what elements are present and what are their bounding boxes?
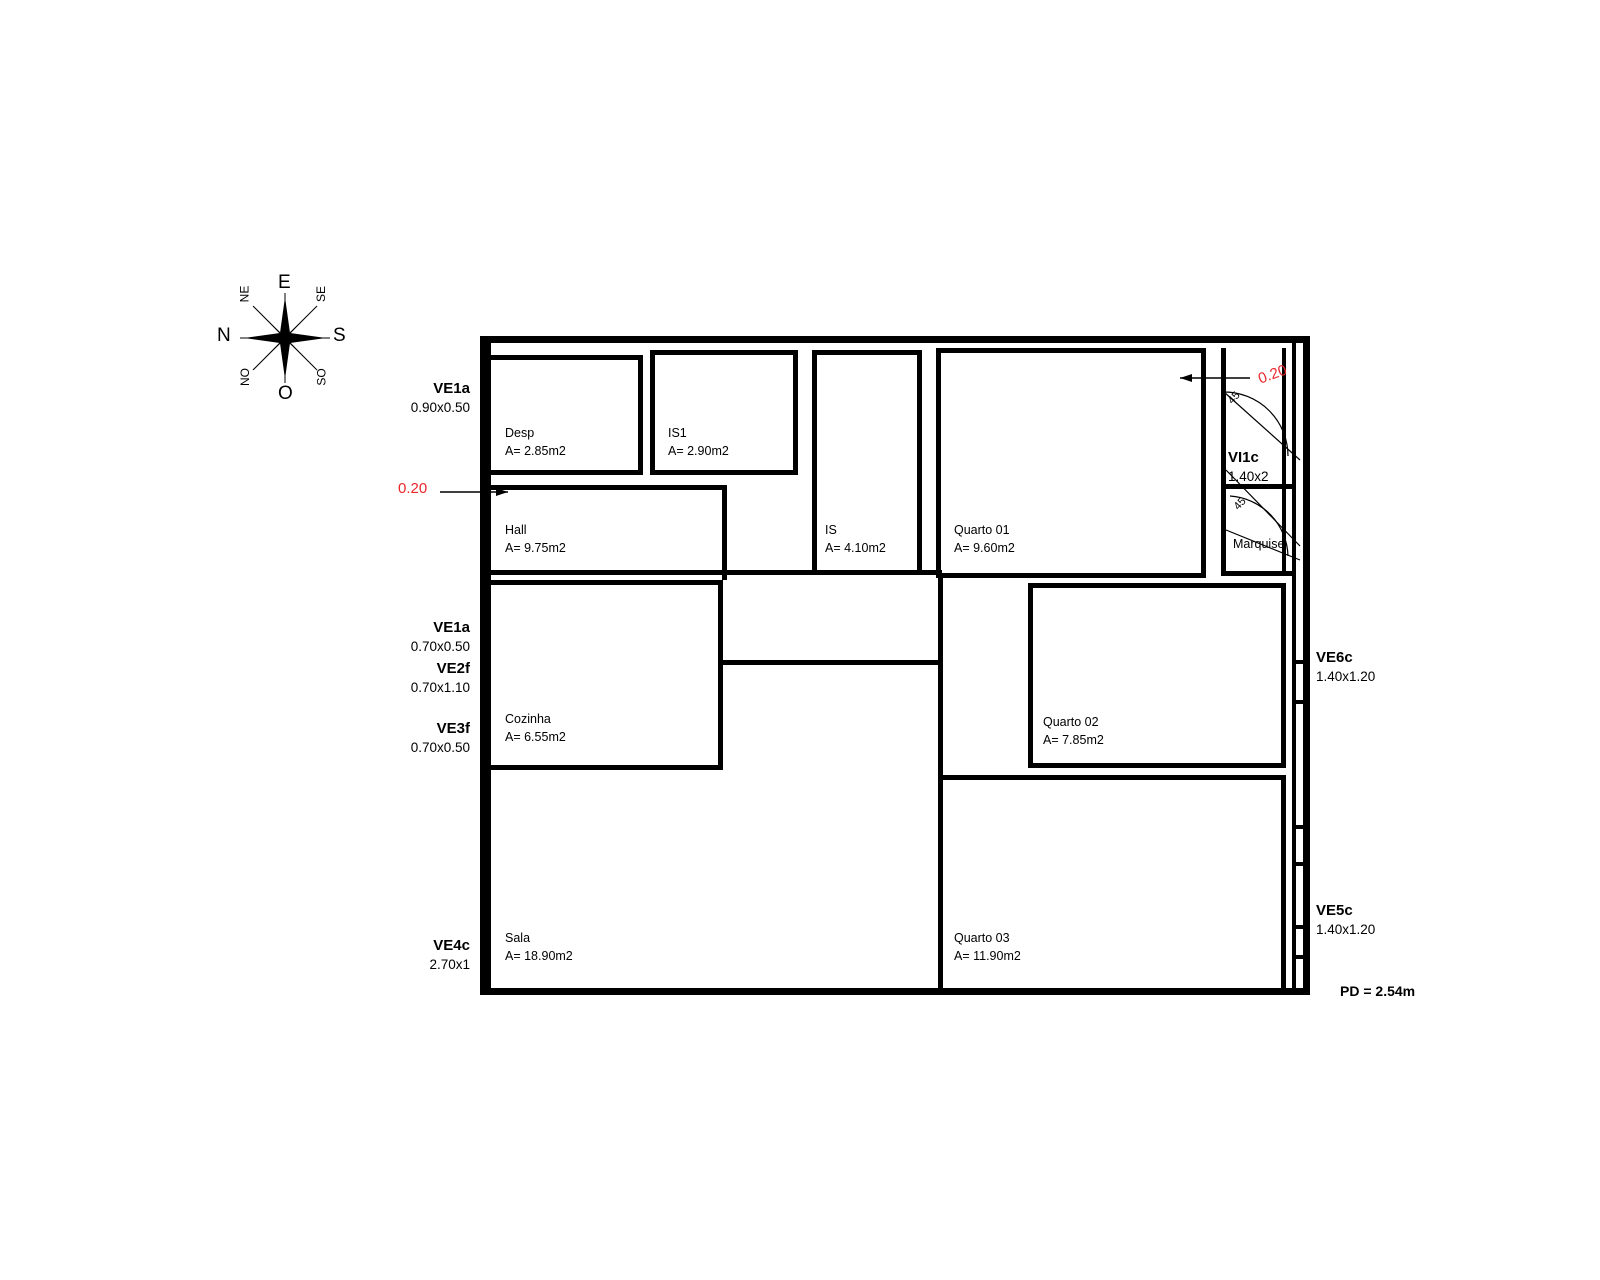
compass-label-se: SE <box>314 285 329 303</box>
compass-label-ne: NE <box>237 285 252 303</box>
room-label-quarto-01: Quarto 01 A= 9.60m2 <box>954 523 1015 556</box>
opening-tag-vi1c: VI1c 1.40x2 <box>1228 449 1269 484</box>
compass-label-no: NO <box>238 368 252 386</box>
dimension-note-left: 0.20 <box>398 480 428 497</box>
room-label-is1: IS1 A= 2.90m2 <box>668 426 729 459</box>
room-label-quarto-02: Quarto 02 A= 7.85m2 <box>1043 715 1104 748</box>
compass-label-o: O <box>278 383 293 404</box>
dimension-note-top-right: 0.20 <box>1255 361 1290 388</box>
room-label-is: IS A= 4.10m2 <box>825 523 886 556</box>
opening-tag-ve2f: VE2f 0.70x1.10 <box>410 660 470 695</box>
opening-tag-ve6c: VE6c 1.40x1.20 <box>1316 649 1376 684</box>
angle-note-lower: 45 <box>1231 495 1249 513</box>
room-label-cozinha: Cozinha A= 6.55m2 <box>505 712 566 745</box>
opening-tag-ve5c: VE5c 1.40x1.20 <box>1316 902 1376 937</box>
room-label-desp: Desp A= 2.85m2 <box>505 426 566 459</box>
opening-tag-ve4c: VE4c 2.70x1 <box>429 937 470 972</box>
room-label-hall: Hall A= 9.75m2 <box>505 523 566 556</box>
room-label-sala: Sala A= 18.90m2 <box>505 931 573 964</box>
ceiling-height-note: PD = 2.54m <box>1340 983 1416 999</box>
room-label-marquise: Marquise <box>1233 537 1285 551</box>
opening-tag-ve1a-mid: VE1a 0.70x0.50 <box>410 619 470 654</box>
angle-note-upper: 45 <box>1225 389 1243 407</box>
compass-label-n: N <box>217 325 231 346</box>
compass-label-e: E <box>278 272 291 293</box>
compass-label-s: S <box>333 325 346 346</box>
opening-tag-ve1a-top: VE1a 0.90x0.50 <box>410 380 470 415</box>
opening-tag-ve3f: VE3f 0.70x0.50 <box>410 720 470 755</box>
arrow-top-right-wall <box>1180 374 1192 382</box>
room-label-quarto-03: Quarto 03 A= 11.90m2 <box>954 931 1021 964</box>
compass-label-so: SO <box>314 368 329 386</box>
